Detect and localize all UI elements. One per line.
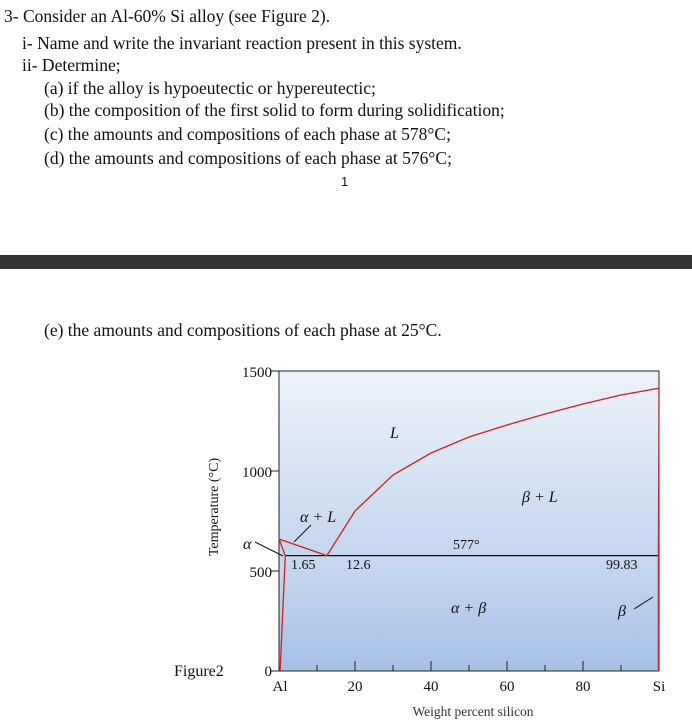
y-tick-0: 0 <box>264 664 272 680</box>
x-tick-20: 20 <box>347 679 363 695</box>
x-axis-label: Weight percent silicon <box>412 704 534 719</box>
x-tick-60: 60 <box>499 679 515 695</box>
item-e: (e) the amounts and compositions of each phase at 25°C. <box>44 320 442 340</box>
part-ii: ii- Determine; <box>22 55 121 75</box>
alpha-solubility-label: 1.65 <box>291 558 316 573</box>
x-tick-40: 40 <box>423 679 439 695</box>
y-axis-label: Temperature (°C) <box>207 457 222 557</box>
part-i: i- Name and write the invariant reaction present in this system. <box>22 33 462 53</box>
figure-caption: Figure2 <box>174 663 224 680</box>
region-beta: β <box>618 603 626 620</box>
eutectic-composition-label: 12.6 <box>346 558 371 573</box>
x-tick-si: Si <box>652 679 666 695</box>
beta-solvus <box>658 388 659 671</box>
x-tick-80: 80 <box>575 679 591 695</box>
item-d: (d) the amounts and compositions of each phase at 576°C; <box>44 148 452 168</box>
item-c: (c) the amounts and compositions of each phase at 578°C; <box>44 124 451 144</box>
question-header: 3- Consider an Al-60% Si alloy (see Figure 2). <box>4 6 331 26</box>
region-alpha: α <box>243 536 252 553</box>
beta-solubility-label: 99.83 <box>606 558 638 573</box>
region-alpha-liquid: α + L <box>300 509 337 526</box>
y-tick-1000: 1000 <box>242 465 272 481</box>
x-tick-al: Al <box>272 679 288 695</box>
region-alpha-beta: α + β <box>451 600 487 617</box>
y-tick-500: 500 <box>249 565 272 581</box>
y-tick-1500: 1500 <box>242 365 272 381</box>
item-a: (a) if the alloy is hypoeutectic or hypereutectic; <box>44 78 376 98</box>
region-beta-liquid: β + L <box>522 489 558 506</box>
page-number: 1 <box>341 174 349 189</box>
region-liquid: L <box>390 425 399 442</box>
eutectic-temp-label: 577° <box>453 538 480 553</box>
item-b: (b) the composition of the first solid to form during solidification; <box>44 100 505 120</box>
